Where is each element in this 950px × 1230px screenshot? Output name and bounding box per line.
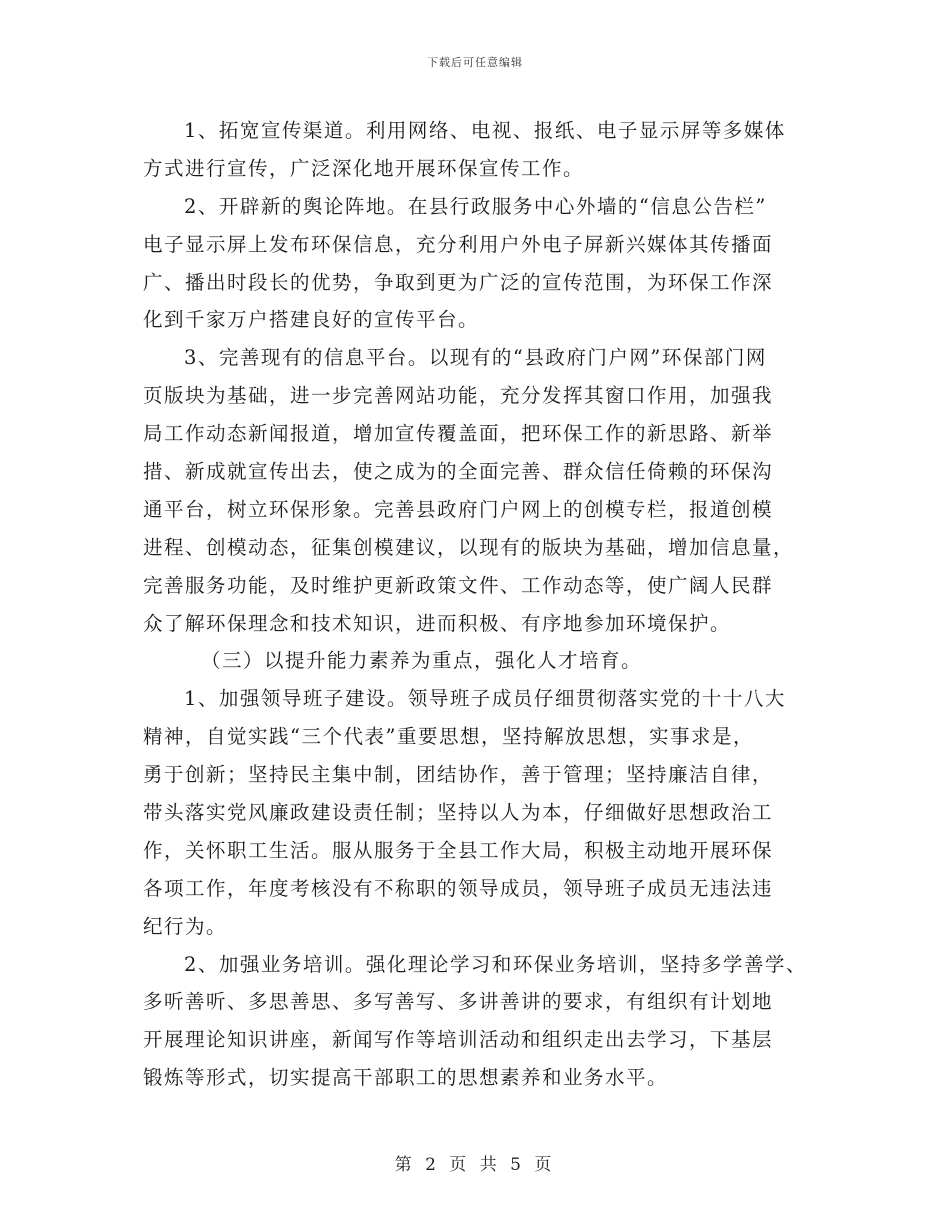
paragraph-line: 带头落实党风廉政建设责任制；坚持以人为本，仔细做好思想政治工: [143, 801, 774, 825]
paragraph-line: 完善服务功能，及时维护更新政策文件、工作动态等，使广阔人民群: [143, 573, 774, 597]
paragraph-line: 广、播出时段长的优势，争取到更为广泛的宣传范围，为环保工作深: [143, 270, 774, 294]
paragraph-line: 进程、创模动态，征集创模建议，以现有的版块为基础，增加信息量，: [143, 535, 795, 559]
paragraph-line: 方式进行宣传，广泛深化地开展环保宣传工作。: [143, 156, 585, 180]
paragraph-line: 页版块为基础，进一步完善网站功能，充分发挥其窗口作用，加强我: [143, 384, 774, 408]
paragraph-line: 措、新成就宣传出去，使之成为的全面完善、群众信任倚赖的环保沟: [143, 460, 774, 484]
paragraph-line: 局工作动态新闻报道，增加宣传覆盖面，把环保工作的新思路、新举: [143, 422, 774, 446]
page-header: 下载后可任意编辑: [427, 56, 523, 69]
paragraph-line: 作，关怀职工生活。服从服务于全县工作大局，积极主动地开展环保: [143, 838, 774, 862]
page-number-footer: 第 2 页 共 5 页: [394, 1155, 556, 1175]
paragraph-line: 2、加强业务培训。强化理论学习和环保业务培训，坚持多学善学、: [184, 952, 807, 976]
paragraph-line: 各项工作，年度考核没有不称职的领导成员，领导班子成员无违法违: [143, 876, 774, 900]
paragraph-line: 众了解环保理念和技术知识，进而积极、有序地参加环境保护。: [143, 611, 732, 635]
paragraph-line: 1、拓宽宣传渠道。利用网络、电视、报纸、电子显示屏等多媒体: [184, 119, 786, 142]
document-body: [143, 112, 823, 1097]
paragraph-line: 化到千家万户搭建良好的宣传平台。: [143, 308, 480, 332]
paragraph-line: 2、开辟新的舆论阵地。在县行政服务中心外墙的“信息公告栏”: [184, 194, 767, 218]
paragraph-line: 勇于创新；坚持民主集中制，团结协作，善于管理；坚持廉洁自律，: [143, 763, 774, 787]
paragraph-line: 开展理论知识讲座，新闻写作等培训活动和组织走出去学习，下基层: [143, 1028, 774, 1052]
section-heading-line: （三）以提升能力素养为重点，强化人才培育。: [201, 649, 643, 673]
paragraph-line: 1、加强领导班子建设。领导班子成员仔细贯彻落实党的十十八大: [184, 687, 786, 711]
paragraph-line: 精神，自觉实践“三个代表”重要思想，坚持解放思想，实事求是，: [143, 725, 754, 749]
paragraph-line: 电子显示屏上发布环保信息，充分利用户外电子屏新兴媒体其传播面: [143, 232, 774, 256]
paragraph-line: 锻炼等形式，切实提高干部职工的思想素养和业务水平。: [143, 1066, 669, 1090]
paragraph-line: 通平台，树立环保形象。完善县政府门户网上的创模专栏，报道创模: [143, 497, 774, 521]
paragraph-line: 纪行为。: [143, 914, 228, 938]
paragraph-line: 3、完善现有的信息平台。以现有的“县政府门户网”环保部门网: [184, 346, 767, 370]
paragraph-line: 多听善听、多思善思、多写善写、多讲善讲的要求，有组织有计划地: [143, 990, 774, 1014]
